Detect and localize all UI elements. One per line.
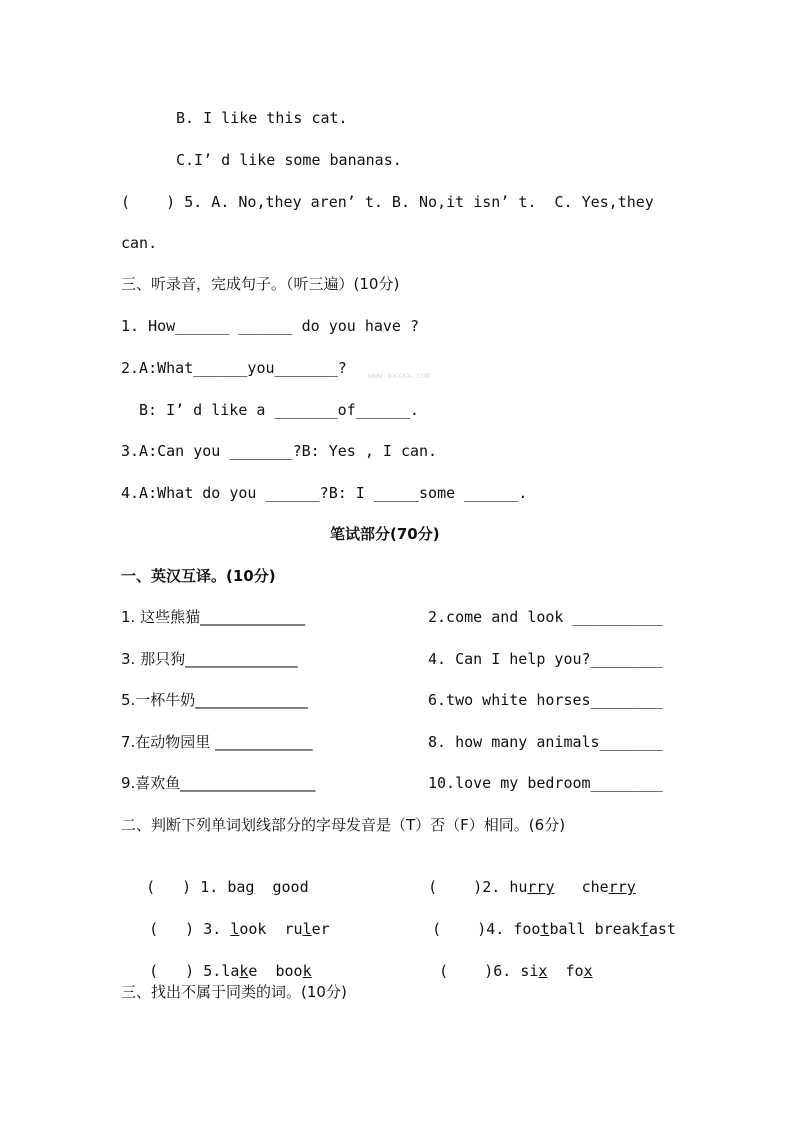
translation-item-7: 7.在动物园里 _____________: [121, 733, 313, 751]
phonics-underline: l: [230, 920, 240, 938]
phonics-separator: [547, 962, 565, 980]
phonics-item-6: [421, 941, 593, 981]
phonics-word: che: [581, 878, 609, 896]
translation-item-10: 10.love my bedroom________: [428, 774, 663, 792]
phonics-word: ball: [549, 920, 586, 938]
listen-item-2: 2.A:What______you_______?: [121, 359, 347, 377]
listen-item-1: 1. How______ ______ do you have ?: [121, 317, 420, 335]
phonics-underline: g: [245, 878, 255, 896]
phonics-item-3: [131, 899, 330, 939]
phonics-word: boo: [275, 962, 303, 980]
phonics-underline: f: [639, 920, 649, 938]
phonics-word: ba: [227, 878, 246, 896]
phonics-separator: [266, 920, 284, 938]
phonics-word: ood: [281, 878, 309, 896]
phonics-heading: 二、判断下列单词划线部分的字母发音是（T）否（F）相同。(6分): [121, 816, 566, 834]
listen-item-4: 4.A:What do you ______?B: I _____some ______.: [121, 484, 528, 502]
listen-section-heading: 三、听录音，完成句子。（听三遍）(10分): [121, 275, 400, 293]
odd-one-out-heading: 三、找出不属于同类的词。(10分): [121, 983, 347, 1001]
translation-item-6: 6.two white horses________: [428, 691, 663, 709]
phonics-underline: g: [272, 878, 282, 896]
phonics-word: foo: [513, 920, 541, 938]
phonics-underline: rry: [527, 878, 555, 896]
option-c: C.I’ d like some bananas.: [176, 151, 402, 169]
phonics-item-2: [410, 857, 636, 897]
translation-item-8: 8. how many animals_______: [428, 733, 663, 751]
phonics-underline: x: [583, 962, 593, 980]
phonics-prefix: ( )6.: [439, 962, 521, 980]
translation-item-4: 4. Can I help you?________: [428, 650, 663, 668]
translation-item-5: 5.一杯牛奶_______________: [121, 691, 308, 709]
phonics-prefix: ( )4.: [432, 920, 514, 938]
phonics-underline: k: [302, 962, 312, 980]
phonics-separator: [254, 878, 272, 896]
phonics-underline: t: [540, 920, 550, 938]
phonics-underline: x: [538, 962, 548, 980]
phonics-prefix: ( ) 5.: [149, 962, 222, 980]
phonics-word: ast: [648, 920, 676, 938]
phonics-separator: [257, 962, 275, 980]
listen-item-3: 3.A:Can you _______?B: Yes , I can.: [121, 442, 438, 460]
question-5: ( ) 5. A. No,they aren’ t. B. No,it isn’ t. C. Yes,they: [121, 193, 654, 211]
phonics-underline: rry: [608, 878, 636, 896]
translation-item-9: 9.喜欢鱼__________________: [121, 774, 316, 792]
written-part-title: 笔试部分(70分): [330, 525, 440, 543]
option-b: B. I like this cat.: [176, 109, 348, 127]
phonics-item-4: [414, 899, 676, 939]
phonics-separator: [555, 878, 582, 896]
translation-item-2: 2.come and look __________: [428, 608, 663, 626]
phonics-word: fo: [565, 962, 584, 980]
phonics-word: break: [594, 920, 640, 938]
phonics-underline: k: [239, 962, 249, 980]
translation-item-1: 1. 这些熊猫______________: [121, 608, 306, 626]
listen-item-2b: B: I’ d like a _______of______.: [139, 401, 419, 419]
phonics-word: e: [248, 962, 258, 980]
phonics-word: ru: [284, 920, 303, 938]
phonics-word: ook: [239, 920, 267, 938]
phonics-word: hu: [509, 878, 528, 896]
phonics-item-5: [131, 941, 312, 981]
phonics-underline: l: [302, 920, 312, 938]
phonics-word: er: [311, 920, 330, 938]
phonics-word: la: [221, 962, 240, 980]
phonics-prefix: ( )2.: [428, 878, 510, 896]
faint-watermark: www.xxxxx.com: [368, 371, 431, 380]
phonics-prefix: ( ) 1.: [146, 878, 228, 896]
translation-item-3: 3. 那只狗_______________: [121, 650, 298, 668]
translation-heading: 一、英汉互译。(10分): [121, 567, 276, 585]
phonics-item-1: [128, 857, 309, 897]
question-5-continuation: can.: [121, 234, 158, 252]
phonics-separator: [586, 920, 595, 938]
phonics-prefix: ( ) 3.: [149, 920, 231, 938]
phonics-word: si: [520, 962, 539, 980]
